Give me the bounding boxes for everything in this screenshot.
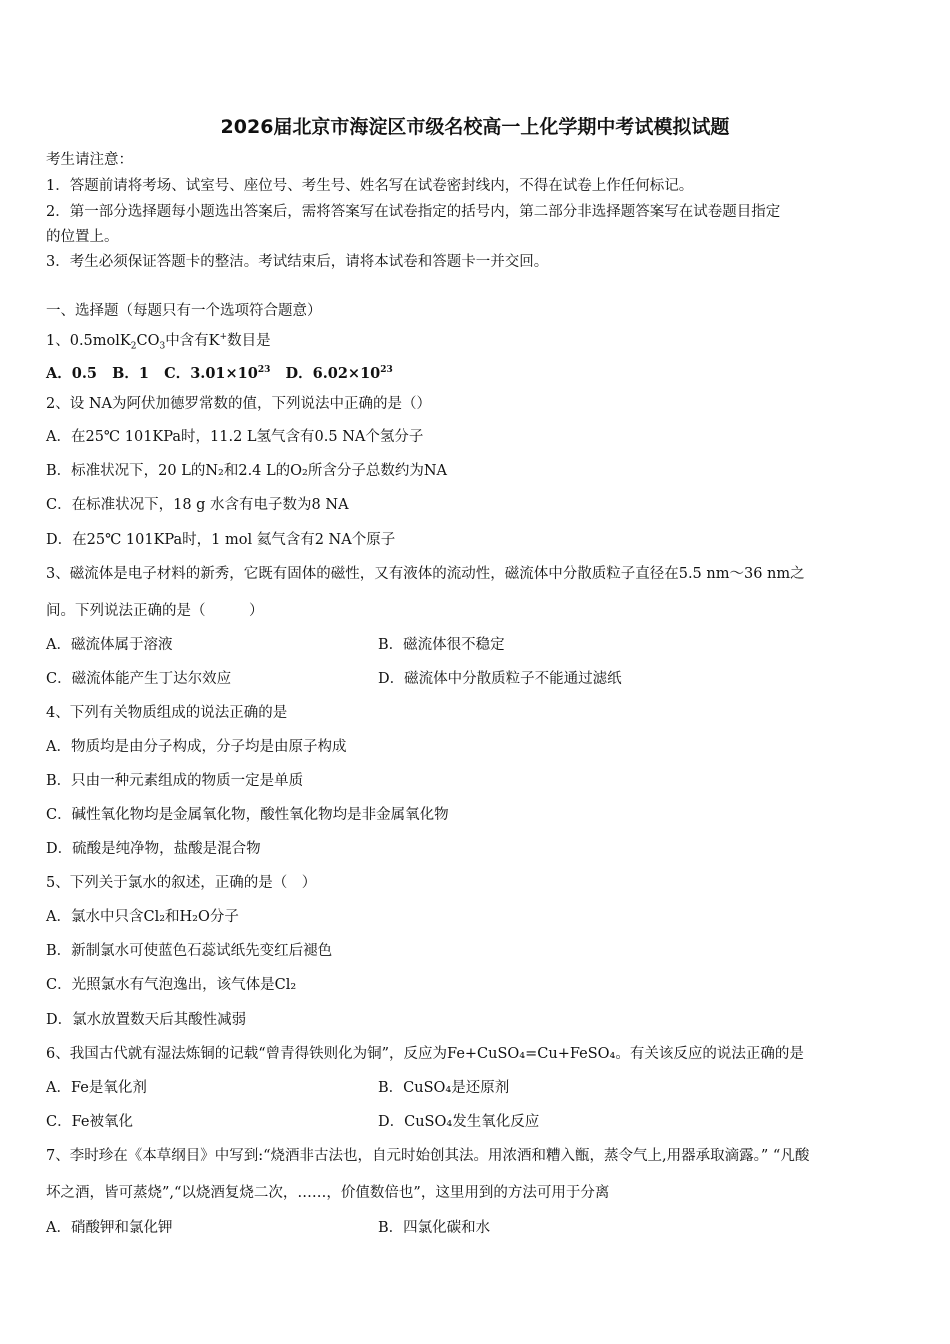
q4-option-a: A．物质均是由分子构成，分子均是由原子构成 [46, 739, 347, 755]
q3-option-b: B．磁流体很不稳定 [378, 637, 505, 653]
q5-option-a: A．氯水中只含Cl₂和H₂O分子 [46, 909, 239, 925]
q3-option-a: A．磁流体属于溶液 [46, 637, 173, 653]
q7-stem-2: 坏之酒，皆可蒸烧”,“以烧酒复烧二次，……，价值数倍也”，这里用到的方法可用于分离 [46, 1185, 610, 1201]
q3-option-c: C．磁流体能产生丁达尔效应 [46, 671, 232, 687]
q6-option-c: C．Fe被氧化 [46, 1114, 133, 1130]
q2-option-a: A．在25℃ 101KPa时，11.2 L氢气含有0.5 NA个氢分子 [46, 429, 424, 445]
q3-option-d: D．磁流体中分散质粒子不能通过滤纸 [378, 671, 622, 687]
q1-options: A．0.5 B．1 C．$3.01\times 10^{23}$ D．$6.02\times 10^{23}$ [46, 364, 393, 382]
notice-item-2-cont: 的位置上。 [46, 229, 119, 245]
q5-option-b: B．新制氯水可使蓝色石蕊试纸先变红后褪色 [46, 943, 333, 959]
q4-option-b: B．只由一种元素组成的物质一定是单质 [46, 773, 304, 789]
q1-stem: 1、$0.5molK_2CO_3$中含有K+数目是 [46, 332, 271, 352]
notice-item-3: 3．考生必须保证答题卡的整洁。考试结束后，请将本试卷和答题卡一并交回。 [46, 254, 549, 270]
page-title: 2026届北京市海淀区市级名校高一上化学期中考试模拟试题 [220, 116, 730, 138]
q5-option-d: D．氯水放置数天后其酸性减弱 [46, 1012, 247, 1028]
q3-stem-2: 间。下列说法正确的是（ ） [46, 603, 264, 619]
q3-stem-1: 3、磁流体是电子材料的新秀，它既有固体的磁性，又有液体的流动性，磁流体中分散质粒子直径在5.5 nm～36 nm之 [46, 566, 805, 582]
notice-item-1: 1．答题前请将考场、试室号、座位号、考生号、姓名写在试卷密封线内，不得在试卷上作任何标记。 [46, 178, 694, 194]
q2-option-b: B．标准状况下，20 L的N₂和2.4 L的O₂所含分子总数约为NA [46, 463, 447, 479]
q4-stem: 4、下列有关物质组成的说法正确的是 [46, 705, 288, 721]
section-heading: 一、选择题（每题只有一个选项符合题意） [46, 303, 322, 319]
q2-option-d: D．在25℃ 101KPa时，1 mol 氦气含有2 NA个原子 [46, 532, 396, 548]
q6-option-a: A．Fe是氧化剂 [46, 1080, 147, 1096]
q5-option-c: C．光照氯水有气泡逸出，该气体是Cl₂ [46, 977, 297, 993]
q2-option-c: C．在标准状况下，18 g 水含有电子数为8 NA [46, 497, 349, 513]
q4-option-c: C．碱性氧化物均是金属氧化物，酸性氧化物均是非金属氧化物 [46, 807, 449, 823]
q6-stem: 6、我国古代就有湿法炼铜的记载“曾青得铁则化为铜”，反应为Fe+CuSO₄=Cu+FeSO₄。有关该反应的说法正确的是 [46, 1046, 804, 1062]
notice-item-2: 2．第一部分选择题每小题选出答案后，需将答案写在试卷指定的括号内，第二部分非选择题答案写在试卷题目指定 [46, 204, 781, 220]
q6-option-b: B．CuSO₄是还原剂 [378, 1080, 510, 1096]
q7-stem-1: 7、李时珍在《本草纲目》中写到:“烧酒非古法也，自元时始创其法。用浓酒和糟入甑，蒸令气上,用器承取滴露。” “凡酸 [46, 1148, 810, 1164]
q5-stem: 5、下列关于氯水的叙述，正确的是（ ） [46, 875, 317, 891]
notice-heading: 考生请注意： [46, 152, 133, 168]
q7-option-b: B．四氯化碳和水 [378, 1220, 491, 1236]
q7-option-a: A．硝酸钾和氯化钾 [46, 1220, 173, 1236]
q4-option-d: D．硫酸是纯净物，盐酸是混合物 [46, 841, 261, 857]
q6-option-d: D．CuSO₄发生氧化反应 [378, 1114, 540, 1130]
q2-stem: 2、设 NA为阿伏加德罗常数的值，下列说法中正确的是（） [46, 396, 431, 412]
